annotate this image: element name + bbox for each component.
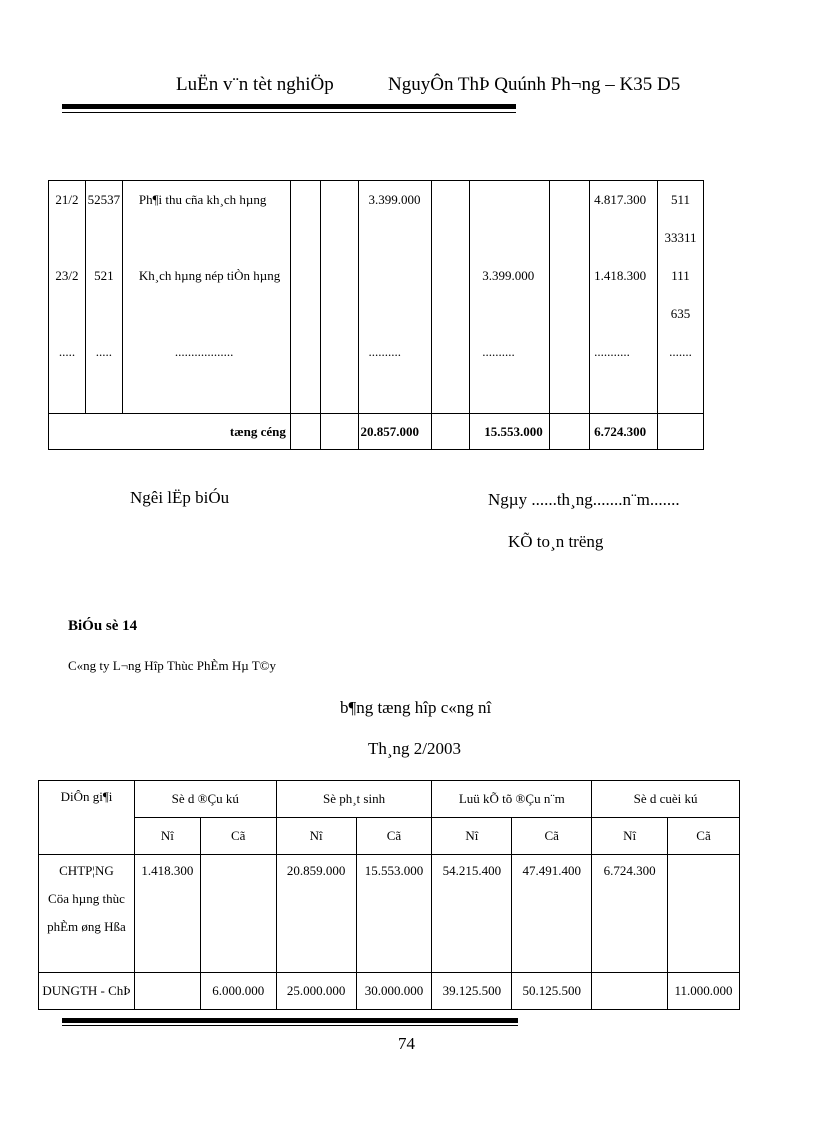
- signature-accountant: KÕ to¸n trëng: [508, 532, 604, 551]
- summary-subheader-cell: Cã: [200, 818, 276, 855]
- ledger-balance: ...........: [594, 344, 630, 359]
- ledger-date: .....: [58, 344, 76, 359]
- ledger-table: [48, 180, 704, 450]
- summary-group-opening: Sè d ®Çu kú: [134, 781, 276, 818]
- summary-cell: 6.724.300: [592, 855, 668, 973]
- summary-cell: [592, 973, 668, 1010]
- summary-cell: 15.553.000: [356, 855, 432, 973]
- summary-group-arising: Sè ph¸t sinh: [276, 781, 432, 818]
- summary-row: [39, 855, 740, 973]
- ledger-balance: 1.418.300: [594, 268, 647, 283]
- summary-row-desc: CHTP¦NG: [59, 863, 114, 878]
- ledger-total-credit: 15.553.000: [470, 414, 550, 450]
- ledger-date: 21/2: [55, 192, 79, 207]
- summary-row-desc: Cöa hµng thùc: [48, 891, 125, 906]
- summary-row-desc: DUNGTH - ChÞ: [39, 973, 135, 1010]
- footer-rule-thin: [62, 1025, 518, 1026]
- summary-cell: 6.000.000: [200, 973, 276, 1010]
- summary-cell: [134, 973, 200, 1010]
- ledger-account: 635: [670, 306, 691, 321]
- summary-cell: 47.491.400: [512, 855, 592, 973]
- summary-cell: 30.000.000: [356, 973, 432, 1010]
- summary-cell: [668, 855, 740, 973]
- ledger-account: 33311: [664, 230, 697, 245]
- header-rule-thin: [62, 112, 516, 113]
- summary-subheader-cell: Cã: [668, 818, 740, 855]
- ledger-doc: 52537: [87, 192, 121, 207]
- summary-row-desc: phÈm øng Hßa: [47, 919, 126, 934]
- summary-cell: 25.000.000: [276, 973, 356, 1010]
- ledger-desc: Ph¶i thu cña kh¸ch hµng: [138, 192, 267, 207]
- ledger-total-label: tæng céng: [49, 414, 291, 450]
- signature-preparer: Ngêi lËp biÓu: [130, 488, 230, 507]
- summary-cell: 11.000.000: [668, 973, 740, 1010]
- ledger-doc: .....: [95, 344, 113, 359]
- ledger-debit: 3.399.000: [368, 192, 421, 207]
- summary-cell: 54.215.400: [432, 855, 512, 973]
- page-number: 74: [398, 1034, 415, 1053]
- ledger-account: .......: [669, 344, 692, 359]
- ledger-total-balance: 6.724.300: [590, 414, 658, 450]
- ledger-total-debit: 20.857.000: [358, 414, 432, 450]
- summary-subheader-cell: Nî: [592, 818, 668, 855]
- ledger-account: 511: [670, 192, 691, 207]
- summary-cell: 50.125.500: [512, 973, 592, 1010]
- ledger-credit: 3.399.000: [482, 268, 535, 283]
- footer-rule-thick: [62, 1018, 518, 1023]
- summary-subheader-cell: Cã: [356, 818, 432, 855]
- summary-subheader-cell: Nî: [432, 818, 512, 855]
- ledger-balance: 4.817.300: [594, 192, 647, 207]
- summary-title: b¶ng tæng hîp c«ng nî: [340, 698, 492, 717]
- ledger-account: 111: [671, 268, 690, 283]
- summary-table: [38, 780, 740, 1010]
- header-right: NguyÔn ThÞ Quúnh Ph¬ng – K35 D5: [388, 74, 681, 95]
- summary-cell: 20.859.000: [276, 855, 356, 973]
- ledger-doc: 521: [94, 268, 114, 283]
- ledger-body-row: [49, 181, 704, 414]
- header-rule-thick: [62, 104, 516, 109]
- summary-group-cumulative: Luü kÕ tõ ®Çu n¨m: [432, 781, 592, 818]
- signature-date-line: Ngµy ......th¸ng.......n¨m.......: [488, 490, 680, 509]
- summary-group-closing: Sè d cuèi kú: [592, 781, 740, 818]
- summary-subheader-cell: Nî: [134, 818, 200, 855]
- summary-cell: [200, 855, 276, 973]
- summary-month: Th¸ng 2/2003: [368, 739, 462, 758]
- ledger-desc: Kh¸ch hµng nép tiÒn hµng: [138, 268, 281, 283]
- summary-cell: 39.125.500: [432, 973, 512, 1010]
- company-name: C«ng ty L¬ng Hîp Thùc PhÈm Hµ T©y: [68, 658, 277, 673]
- ledger-debit: ..........: [368, 344, 402, 359]
- summary-cell: 1.418.300: [134, 855, 200, 973]
- ledger-total-row: [49, 414, 704, 450]
- ledger-date: 23/2: [55, 268, 79, 283]
- summary-desc-header: DiÔn gi¶i: [39, 781, 135, 855]
- summary-subheader: [39, 818, 740, 855]
- ledger-credit: ..........: [482, 344, 515, 359]
- summary-group-header: [39, 781, 740, 818]
- summary-subheader-cell: Nî: [276, 818, 356, 855]
- summary-row: [39, 973, 740, 1010]
- ledger-desc: ..................: [174, 344, 234, 359]
- summary-subheader-cell: Cã: [512, 818, 592, 855]
- section-label: BiÓu sè 14: [68, 618, 138, 634]
- header-left: LuËn v¨n tèt nghiÖp: [176, 74, 334, 95]
